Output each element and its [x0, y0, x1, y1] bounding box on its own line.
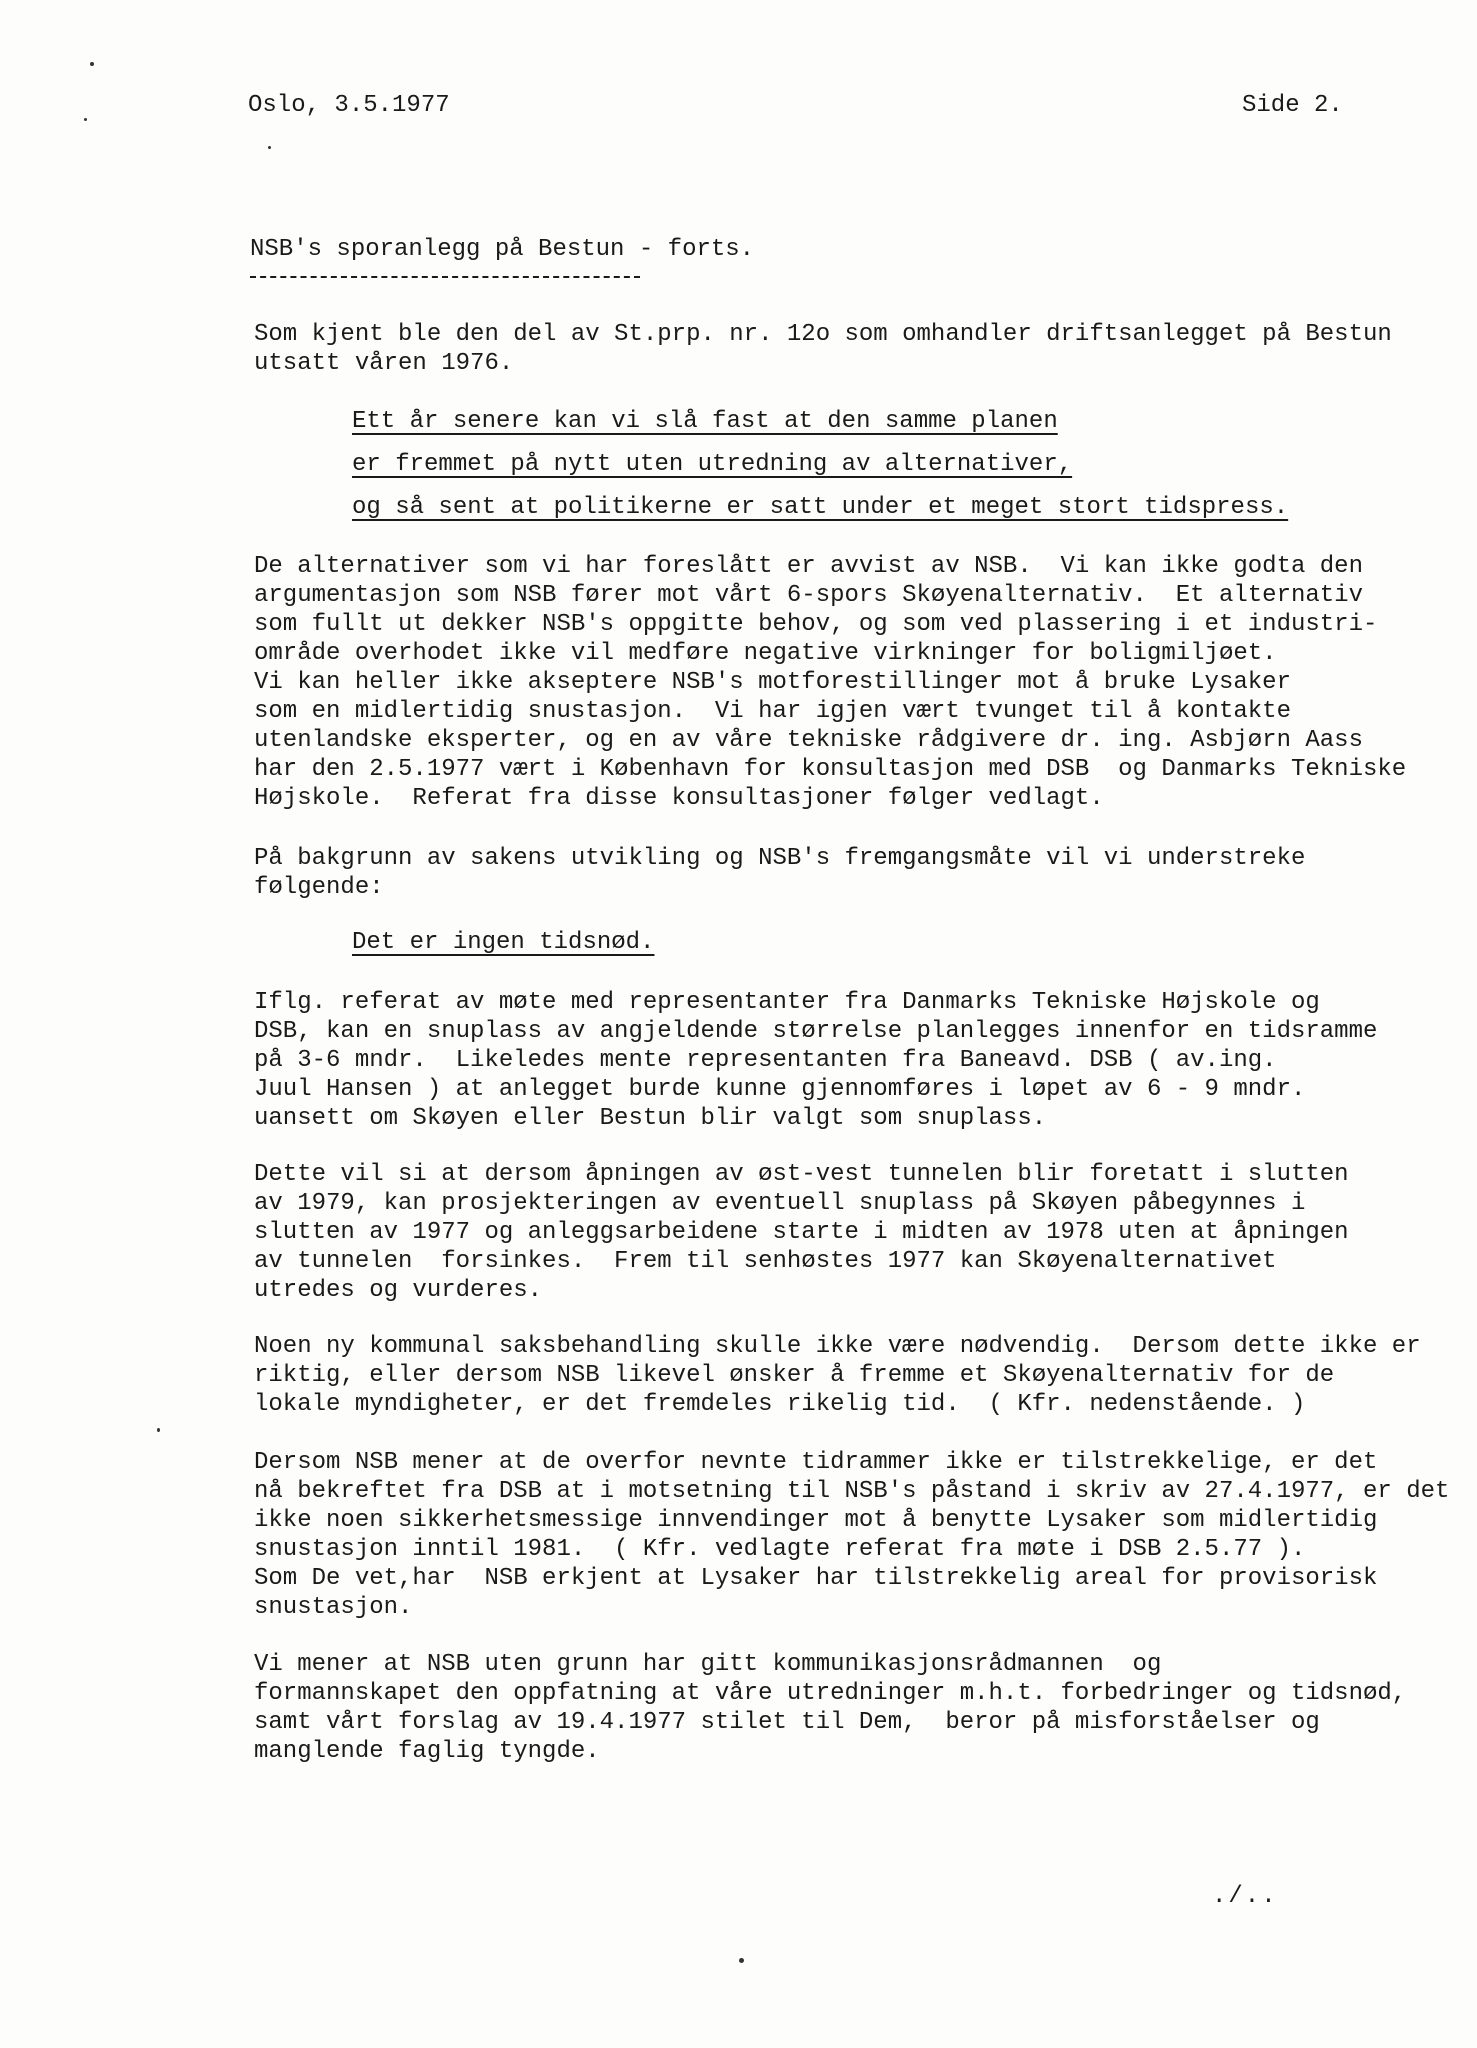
paragraph-alternatives: [254, 552, 1434, 813]
text-line: riktig, eller dersom NSB likevel ønsker å fremme et Skøyenalternativ for de: [254, 1362, 1335, 1389]
heading-dashed-rule: [250, 276, 640, 278]
text-line: formannskapet den oppfatning at våre utredninger m.h.t. forbedringer og tidsnød,: [254, 1680, 1407, 1707]
text-line: av 1979, kan prosjekteringen av eventuell snuplass på Skøyen påbegynnes i: [254, 1190, 1306, 1217]
text-line: DSB, kan en snuplass av angjeldende størrelse planlegges innenfor en tidsramme: [254, 1018, 1378, 1045]
text-line: Iflg. referat av møte med representanter fra Danmarks Tekniske Højskole og: [254, 989, 1320, 1016]
text-line: utsatt våren 1976.: [254, 350, 514, 377]
paragraph-conclusion: [254, 1650, 1434, 1766]
paragraph-dsb: [254, 1448, 1450, 1622]
text-line: som fullt ut dekker NSB's oppgitte behov, og som ved plassering i et industri-: [254, 611, 1378, 638]
text-line: uansett om Skøyen eller Bestun blir valgt som snuplass.: [254, 1105, 1047, 1132]
underlined-statement: [352, 400, 1352, 529]
text-line: Noen ny kommunal saksbehandling skulle ikke være nødvendig. Dersom dette ikke er: [254, 1333, 1421, 1360]
text-line: som en midlertidig snustasjon. Vi har igjen vært tvunget til å kontakte: [254, 698, 1291, 725]
text-line: samt vårt forslag av 19.4.1977 stilet til Dem, beror på misforståelser og: [254, 1709, 1320, 1736]
text-line: snustasjon.: [254, 1594, 413, 1621]
text-line: manglende faglig tyngde.: [254, 1738, 600, 1765]
text-line: område overhodet ikke vil medføre negative virkninger for boligmiljøet.: [254, 640, 1277, 667]
text-line: har den 2.5.1977 vært i København for konsultasjon med DSB og Danmarks Tekniske: [254, 756, 1407, 783]
page-number: Side 2.: [1242, 92, 1343, 119]
underlined-line: og så sent at politikerne er satt under et meget stort tidspress.: [352, 494, 1289, 521]
text-line: følgende:: [254, 874, 384, 901]
continuation-mark: ./..: [1212, 1883, 1278, 1910]
text-line: lokale myndigheter, er det fremdeles rikelig tid. ( Kfr. nedenstående. ): [254, 1391, 1306, 1418]
text-line: på 3-6 mndr. Likeledes mente representanten fra Baneavd. DSB ( av.ing.: [254, 1047, 1277, 1074]
text-line: De alternativer som vi har foreslått er avvist av NSB. Vi kan ikke godta den: [254, 553, 1363, 580]
scan-speck: [739, 1958, 744, 1963]
emphasis-statement: Det er ingen tidsnød.: [352, 929, 655, 956]
text-line: Vi kan heller ikke akseptere NSB's motforestillinger mot å bruke Lysaker: [254, 669, 1291, 696]
text-line: Juul Hansen ) at anlegget burde kunne gjennomføres i løpet av 6 - 9 mndr.: [254, 1076, 1306, 1103]
text-line: Som De vet,har NSB erkjent at Lysaker har tilstrekkelig areal for provisorisk: [254, 1565, 1378, 1592]
text-line: slutten av 1977 og anleggsarbeidene starte i midten av 1978 uten at åpningen: [254, 1219, 1349, 1246]
text-line: snustasjon inntil 1981. ( Kfr. vedlagte referat fra møte i DSB 2.5.77 ).: [254, 1536, 1306, 1563]
scan-speck: [157, 1428, 160, 1432]
paragraph-intro: [254, 320, 1434, 378]
scan-speck: [268, 146, 271, 149]
paragraph-kommunal: [254, 1332, 1434, 1419]
paragraph-referat: [254, 988, 1434, 1133]
text-line: argumentasjon som NSB fører mot vårt 6-spors Skøyenalternativ. Et alternativ: [254, 582, 1363, 609]
text-line: På bakgrunn av sakens utvikling og NSB's fremgangsmåte vil vi understreke: [254, 845, 1306, 872]
place-date: Oslo, 3.5.1977: [248, 92, 450, 119]
paragraph-background: [254, 844, 1434, 902]
text-line: Dette vil si at dersom åpningen av øst-vest tunnelen blir foretatt i slutten: [254, 1161, 1349, 1188]
underlined-line: er fremmet på nytt uten utredning av alternativer,: [352, 451, 1073, 478]
text-line: utredes og vurderes.: [254, 1277, 543, 1304]
text-line: Højskole. Referat fra disse konsultasjoner følger vedlagt.: [254, 785, 1104, 812]
text-line: ikke noen sikkerhetsmessige innvendinger mot å benytte Lysaker som midlertidig: [254, 1507, 1378, 1534]
text-line: utenlandske eksperter, og en av våre tekniske rådgivere dr. ing. Asbjørn Aass: [254, 727, 1363, 754]
text-line: Vi mener at NSB uten grunn har gitt kommunikasjonsrådmannen og: [254, 1651, 1162, 1678]
scan-speck: [84, 118, 87, 121]
text-line: Dersom NSB mener at de overfor nevnte tidrammer ikke er tilstrekkelige, er det: [254, 1449, 1378, 1476]
text-line: av tunnelen forsinkes. Frem til senhøstes 1977 kan Skøyenalternativet: [254, 1248, 1277, 1275]
underlined-line: Ett år senere kan vi slå fast at den samme planen: [352, 408, 1058, 435]
scan-speck: [90, 62, 94, 66]
paragraph-tunnel: [254, 1160, 1434, 1305]
section-heading: NSB's sporanlegg på Bestun - forts.: [250, 236, 755, 263]
text-line: nå bekreftet fra DSB at i motsetning til NSB's påstand i skriv av 27.4.1977, er det: [254, 1478, 1450, 1505]
text-line: Som kjent ble den del av St.prp. nr. 12o som omhandler driftsanlegget på Bestun: [254, 321, 1392, 348]
